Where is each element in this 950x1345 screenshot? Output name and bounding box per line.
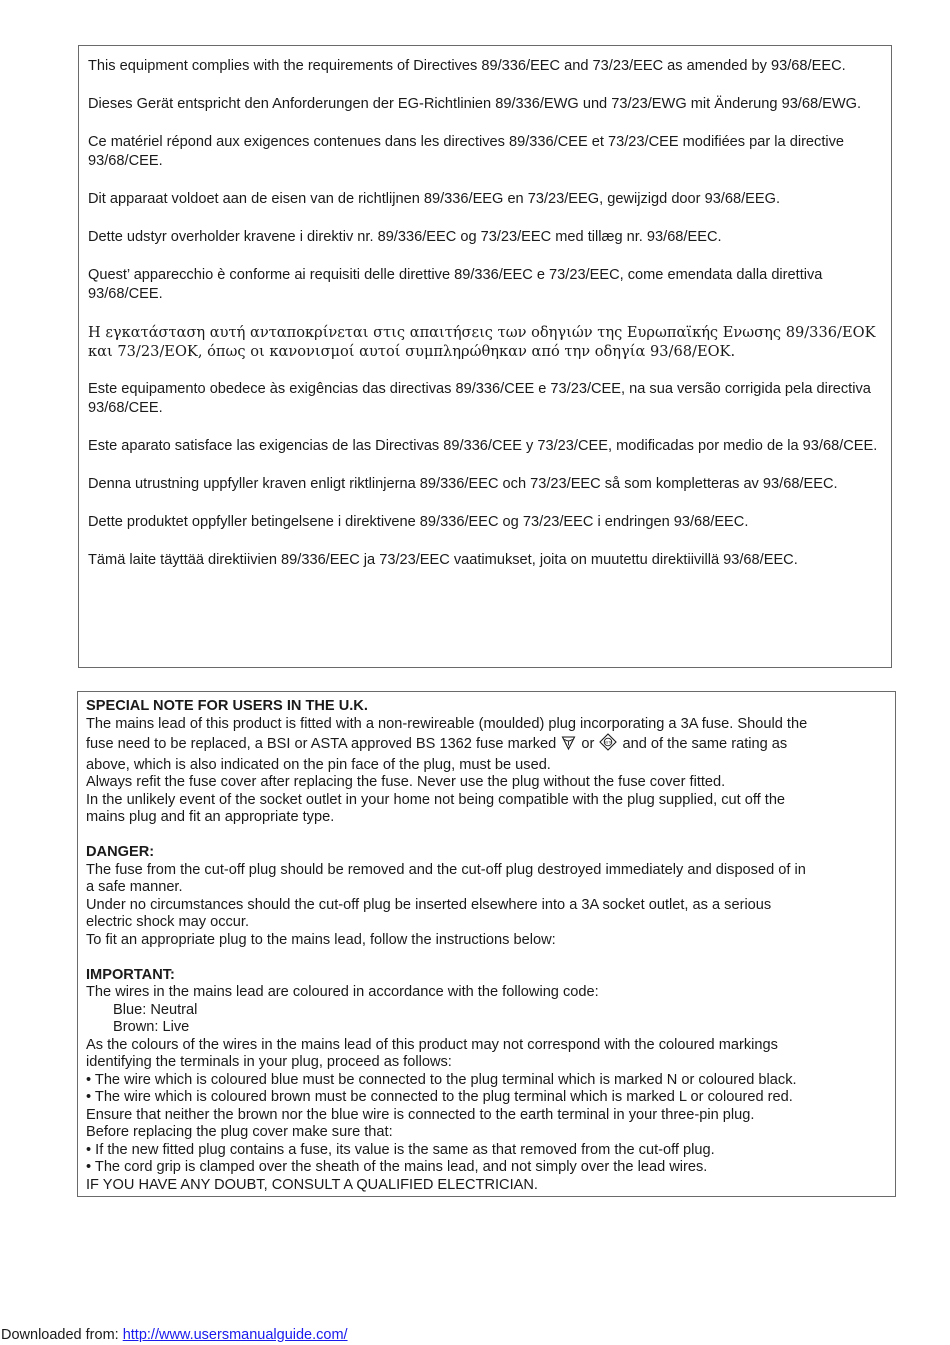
asta-mark-text: ASTA [604, 740, 613, 745]
spacer [86, 949, 887, 967]
download-footer [1, 1327, 348, 1344]
important-bullet: • The wire which is coloured brown must be connected to the plug terminal which is marked L or coloured red. [86, 1089, 793, 1105]
uk-intro-text: fuse need to be replaced, a BSI or ASTA approved BS 1362 fuse marked [86, 736, 557, 752]
compliance-greek: Η εγκατάσταση αυτή ανταποκρίνεται στις απαιτήσεις των οδηγιών της Ευρωπαϊκής Ενωσης 89/336/ΕΟΚ και 73/23/ΕΟΚ, όπως οι κανονισμοί αυτοί συμπληρώθηκαν από την οδηγία 93/68/ΕΟΚ. [88, 324, 876, 360]
wire-code-blue: Blue: Neutral [113, 1001, 198, 1018]
danger-line: To fit an appropriate plug to the mains lead, follow the instructions below: [86, 931, 556, 948]
uk-intro-line: above, which is also indicated on the pin face of the plug, must be used. [86, 756, 551, 773]
footer-link[interactable]: http://www.usersmanualguide.com/ [122, 1327, 348, 1343]
compliance-portuguese: Este equipamento obedece às exigências das directivas 89/336/CEE e 73/23/CEE, na sua versão corrigida pela directiva 93/68/CEE. [88, 381, 871, 416]
uk-intro-line: mains plug and fit an appropriate type. [86, 809, 335, 825]
uk-intro-line: The mains lead of this product is fitted with a non-rewireable (moulded) plug incorporating a 3A fuse. Should the [86, 715, 808, 732]
wire-code-brown: Brown: Live [113, 1019, 190, 1035]
compliance-dutch: Dit apparaat voldoet aan de eisen van de richtlijnen 89/336/EEG en 73/23/EEG, gewijzigd door 93/68/EEG. [88, 191, 781, 207]
asta-mark-icon [599, 733, 617, 757]
uk-intro-line: In the unlikely event of the socket outlet in your home not being compatible with the plug supplied, cut off the [86, 791, 786, 808]
important-bullet: • If the new fitted plug contains a fuse, its value is the same as that removed from the cut-off plug. [86, 1141, 715, 1158]
compliance-norwegian: Dette produktet oppfyller betingelsene i direktivene 89/336/EEC og 73/23/EEC i endringen 93/68/EEC. [88, 514, 749, 530]
important-bullet: • The wire which is coloured blue must be connected to the plug terminal which is marked N or coloured black. [86, 1071, 797, 1088]
compliance-finnish: Tämä laite täyttää direktiivien 89/336/EEC ja 73/23/EEC vaatimukset, joita on muutettu direktiivillä 93/68/EEC. [88, 552, 798, 568]
uk-note-box [77, 691, 896, 1197]
important-line: identifying the terminals in your plug, proceed as follows: [86, 1054, 452, 1070]
uk-intro-text: or [581, 736, 595, 752]
compliance-box [78, 45, 892, 668]
important-line: As the colours of the wires in the mains lead of this product may not correspond with the coloured markings [86, 1036, 778, 1053]
danger-line: The fuse from the cut-off plug should be removed and the cut-off plug destroyed immediately and disposed of in [86, 861, 806, 878]
important-bullet: • The cord grip is clamped over the sheath of the mains lead, and not simply over the lead wires. [86, 1159, 708, 1175]
bsi-kitemark-icon [561, 735, 576, 757]
uk-intro-line [86, 733, 887, 757]
important-line: Before replacing the plug cover make sure that: [86, 1124, 393, 1140]
compliance-danish: Dette udstyr overholder kravene i direktiv nr. 89/336/EEC og 73/23/EEC med tillæg nr. 93/68/EEC. [88, 229, 722, 245]
important-heading: IMPORTANT: [86, 966, 175, 983]
compliance-german: Dieses Gerät entspricht den Anforderungen der EG-Richtlinien 89/336/EWG und 73/23/EWG mit Änderung 93/68/EWG. [88, 96, 862, 112]
compliance-french: Ce matériel répond aux exigences contenues dans les directives 89/336/CEE et 73/23/CEE modifiées par la directive 93/68/CEE. [88, 134, 845, 169]
compliance-italian: Quest’ apparecchio è conforme ai requisiti delle direttive 89/336/EEC e 73/23/EEC, come emendata dalla direttiva 93/68/CEE. [88, 267, 823, 302]
danger-heading: DANGER: [86, 844, 155, 860]
footer-label: Downloaded from: [1, 1327, 119, 1343]
consult-electrician-note: IF YOU HAVE ANY DOUBT, CONSULT A QUALIFIED ELECTRICIAN. [86, 1176, 538, 1193]
danger-line: a safe manner. [86, 879, 183, 895]
compliance-swedish: Denna utrustning uppfyller kraven enligt riktlinjerna 89/336/EEC och 73/23/EEC så som kompletteras av 93/68/EEC. [88, 476, 838, 492]
uk-note-title: SPECIAL NOTE FOR USERS IN THE U.K. [86, 698, 368, 714]
danger-line: Under no circumstances should the cut-off plug be inserted elsewhere into a 3A socket outlet, as a serious [86, 896, 772, 913]
compliance-english: This equipment complies with the requirements of Directives 89/336/EEC and 73/23/EEC as amended by 93/68/EEC. [88, 58, 846, 74]
compliance-spanish: Este aparato satisface las exigencias de las Directivas 89/336/CEE y 73/23/CEE, modificadas por medio de la 93/68/CEE. [88, 438, 878, 454]
spacer [86, 827, 887, 845]
uk-intro-line: Always refit the fuse cover after replacing the fuse. Never use the plug without the fuse cover fitted. [86, 774, 726, 790]
important-line: The wires in the mains lead are coloured in accordance with the following code: [86, 984, 599, 1000]
danger-line: electric shock may occur. [86, 914, 250, 930]
important-line: Ensure that neither the brown nor the blue wire is connected to the earth terminal in your three-pin plug. [86, 1106, 755, 1123]
uk-intro-text: and of the same rating as [622, 736, 788, 752]
